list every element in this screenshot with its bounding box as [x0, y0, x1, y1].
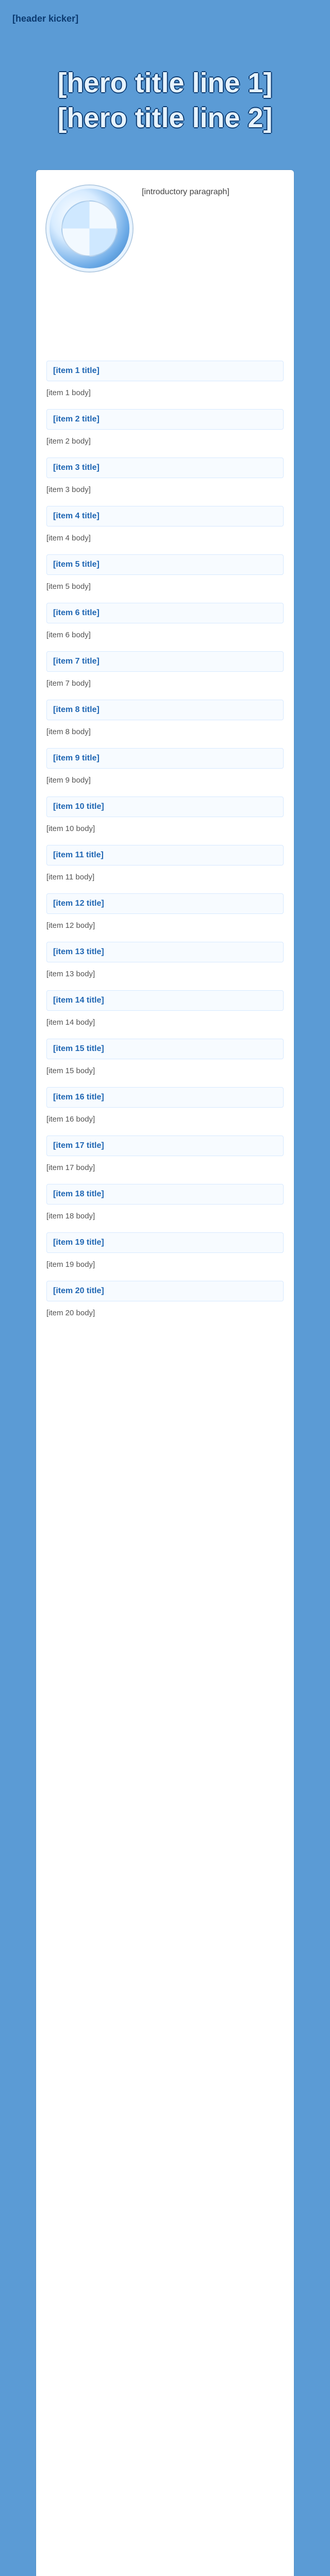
policy-item-title: [item 20 title] — [46, 1281, 284, 1301]
hero — [12, 41, 318, 160]
policy-item — [46, 796, 284, 836]
policy-item-title: [item 4 title] — [46, 506, 284, 527]
policy-item — [46, 1184, 284, 1223]
policy-item-paragraph: [item 13 body] — [46, 970, 95, 978]
policy-item — [46, 457, 284, 497]
policy-item-body — [46, 968, 284, 981]
policy-item — [46, 409, 284, 448]
policy-item-title: [item 15 title] — [46, 1039, 284, 1059]
policy-item-paragraph: [item 19 body] — [46, 1260, 95, 1269]
policy-item-paragraph: [item 4 body] — [46, 534, 91, 543]
policy-item — [46, 893, 284, 933]
policy-item — [46, 651, 284, 690]
policy-item-title: [item 13 title] — [46, 942, 284, 962]
policy-item-paragraph: [item 15 body] — [46, 1066, 95, 1075]
policy-item-title: [item 2 title] — [46, 409, 284, 430]
header-kicker: [header kicker] — [12, 13, 79, 24]
policy-item-paragraph: [item 5 body] — [46, 582, 91, 591]
policy-item-body — [46, 822, 284, 836]
policy-item-paragraph: [item 16 body] — [46, 1115, 95, 1124]
policy-item-title: [item 7 title] — [46, 651, 284, 672]
policy-item-body — [46, 1016, 284, 1029]
policy-item — [46, 700, 284, 739]
hero-title-line-2: [hero title line 2] — [57, 103, 273, 133]
policy-item — [46, 361, 284, 400]
illustrated-badge-icon — [46, 185, 133, 272]
policy-item-body — [46, 580, 284, 594]
policy-item-title: [item 10 title] — [46, 796, 284, 817]
policy-item-paragraph: [item 6 body] — [46, 631, 91, 639]
policy-item-body — [46, 629, 284, 642]
policy-item-body — [46, 774, 284, 787]
policy-item-paragraph: [item 12 body] — [46, 921, 95, 930]
policy-item-body — [46, 919, 284, 933]
policy-list — [46, 361, 284, 2576]
policy-item-body — [46, 1161, 284, 1175]
badge-inner-decoration — [61, 200, 118, 257]
policy-item — [46, 1232, 284, 1272]
policy-item-body — [46, 871, 284, 884]
policy-item-body — [46, 435, 284, 448]
policy-item — [46, 603, 284, 642]
policy-item-paragraph: [item 2 body] — [46, 437, 91, 446]
hero-title-line-1: [hero title line 1] — [57, 67, 273, 98]
policy-item-paragraph: [item 14 body] — [46, 1018, 95, 1027]
policy-item-title: [item 12 title] — [46, 893, 284, 914]
policy-item-body — [46, 1113, 284, 1126]
policy-item-title: [item 6 title] — [46, 603, 284, 623]
intro-section — [46, 185, 284, 345]
policy-item-title: [item 5 title] — [46, 554, 284, 575]
policy-item-paragraph: [item 3 body] — [46, 485, 91, 494]
policy-item-title: [item 9 title] — [46, 748, 284, 769]
policy-item — [46, 554, 284, 594]
policy-item-body — [46, 483, 284, 497]
policy-item — [46, 990, 284, 1029]
policy-item-body — [46, 1064, 284, 1078]
policy-item-body — [46, 725, 284, 739]
policy-item-title: [item 11 title] — [46, 845, 284, 866]
policy-item — [46, 1087, 284, 1126]
policy-item-paragraph: [item 11 body] — [46, 873, 95, 882]
policy-item-body — [46, 532, 284, 545]
policy-item-title: [item 8 title] — [46, 700, 284, 720]
policy-item-paragraph: [item 8 body] — [46, 727, 91, 736]
policy-item — [46, 506, 284, 545]
policy-item-title: [item 17 title] — [46, 1136, 284, 1156]
policy-item-title: [item 1 title] — [46, 361, 284, 381]
policy-item-paragraph: [item 10 body] — [46, 824, 95, 833]
intro-text: [introductory paragraph] — [142, 188, 229, 196]
policy-item-paragraph: [item 18 body] — [46, 1212, 95, 1221]
policy-item-paragraph: [item 9 body] — [46, 776, 91, 785]
policy-item-title: [item 16 title] — [46, 1087, 284, 1108]
policy-item-paragraph: [item 7 body] — [46, 679, 91, 688]
policy-item-title: [item 18 title] — [46, 1184, 284, 1205]
policy-item-paragraph: [item 20 body] — [46, 1309, 95, 1317]
policy-item-paragraph: [item 1 body] — [46, 388, 91, 397]
policy-item-title: [item 3 title] — [46, 457, 284, 478]
policy-item-paragraph: [item 17 body] — [46, 1163, 95, 1172]
policy-item-title: [item 19 title] — [46, 1232, 284, 1253]
policy-item — [46, 1039, 284, 1078]
policy-item-body — [46, 386, 284, 400]
policy-item-title: [item 14 title] — [46, 990, 284, 1011]
policy-item — [46, 845, 284, 884]
policy-item — [46, 748, 284, 787]
policy-item — [46, 942, 284, 981]
policy-item-body — [46, 1258, 284, 1272]
policy-item-body — [46, 1307, 284, 1320]
policy-item-body — [46, 677, 284, 690]
policy-item-body — [46, 1210, 284, 1223]
policy-item — [46, 1281, 284, 1320]
policy-item — [46, 1136, 284, 1175]
